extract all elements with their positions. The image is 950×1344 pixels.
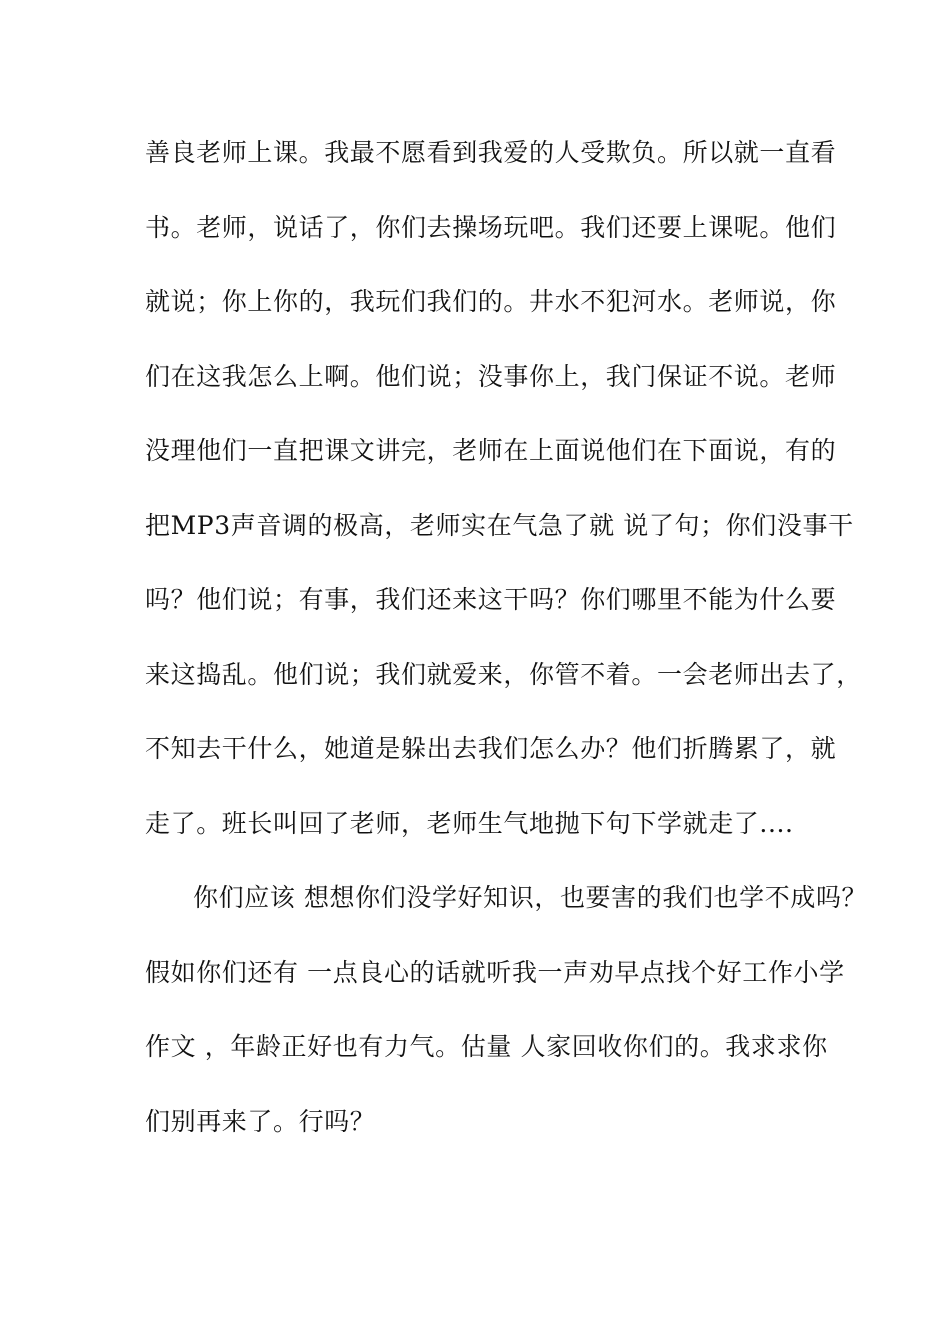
text-line: 把MP3声音调的极高，老师实在气急了就 说了句；你们没事干 — [145, 510, 854, 540]
text-line: 不知去干什么，她道是躲出去我们怎么办？他们折腾累了，就 — [145, 734, 837, 763]
text-line: 没理他们一直把课文讲完，老师在上面说他们在下面说，有的 — [145, 436, 837, 465]
text-line: 们在这我怎么上啊。他们说；没事你上，我门保证不说。老师 — [145, 361, 837, 391]
text-line: 书。老师，说话了，你们去操场玩吧。我们还要上课呢。他们 — [145, 212, 837, 242]
text-line: 们别再来了。行吗？ — [145, 1106, 376, 1136]
text-line: 走了。班长叫回了老师，老师生气地抛下句下学就走了.... — [145, 808, 794, 838]
paragraph-start-line: 你们应该 想想你们没学好知识，也要害的我们也学不成吗？ — [193, 883, 868, 912]
text-line: 就说；你上你的，我玩们我们的。井水不犯河水。老师说，你 — [145, 287, 837, 316]
text-line: 假如你们还有 一点良心的话就听我一声劝早点找个好工作小学 — [145, 957, 845, 987]
text-line: 来这捣乱。他们说；我们就爱来，你管不着。一会老师出去了， — [145, 659, 862, 689]
text-line: 吗？他们说；有事，我们还来这干吗？你们哪里不能为什么要 — [145, 585, 837, 614]
text-line: 作文 ，年龄正好也有力气。估量 人家回收你们的。我求求你 — [145, 1032, 828, 1061]
body-text — [145, 129, 868, 1172]
text-line: 善良老师上课。我最不愿看到我爱的人受欺负。所以就一直看 — [145, 138, 837, 167]
